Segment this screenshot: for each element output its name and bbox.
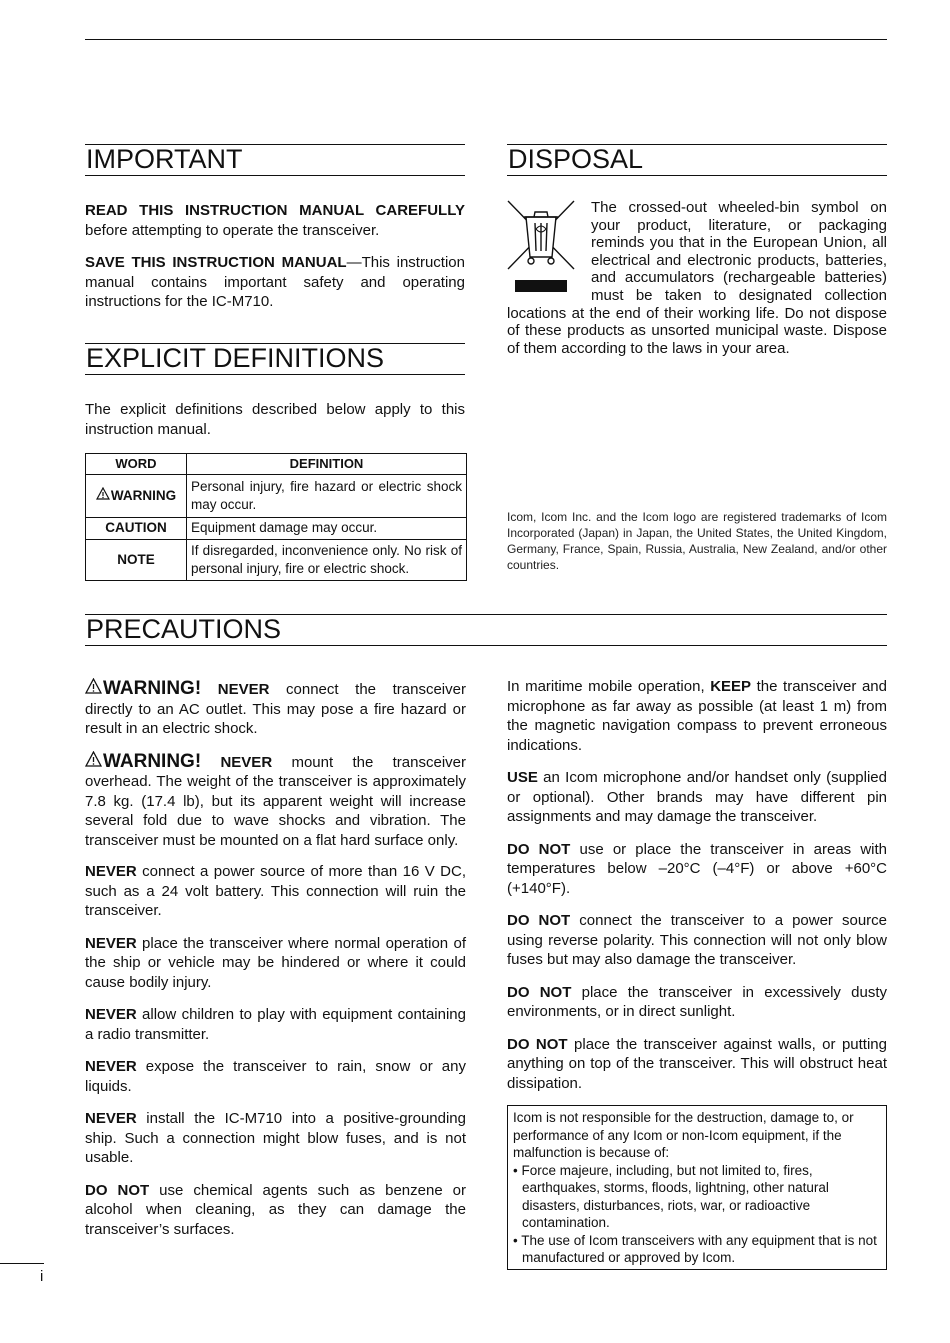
table-row bbox=[86, 517, 467, 539]
explicit-definitions-heading: EXPLICIT DEFINITIONS bbox=[85, 343, 465, 375]
precaution-text: install the IC-M710 into a positive-grounding ship. Such a connection might blow fuses, and is not usable. bbox=[85, 1110, 466, 1166]
precaution-text: the transceiver and microphone as far away as possible (at least 1 m) from the magnetic navigation compass to prevent erroneous indications. bbox=[507, 678, 887, 754]
bin-bar bbox=[515, 280, 567, 292]
caution-definition: Equipment damage may occur. bbox=[187, 517, 467, 539]
precaution-item bbox=[507, 768, 887, 827]
precaution-item bbox=[85, 1181, 466, 1240]
precaution-keyword: DO NOT bbox=[507, 840, 571, 858]
precaution-keyword: DO NOT bbox=[507, 1035, 568, 1053]
precautions-left-column bbox=[85, 678, 466, 1239]
precaution-item bbox=[507, 677, 887, 755]
precaution-keyword: DO NOT bbox=[85, 1181, 150, 1199]
important-body bbox=[85, 201, 465, 312]
precaution-keyword: NEVER bbox=[85, 934, 137, 952]
precaution-item bbox=[85, 1005, 466, 1044]
warning-definition: Personal injury, fire hazard or electric shock may occur. bbox=[187, 474, 467, 517]
disposal-text: The crossed-out wheeled-bin symbol on your product, literature, or packaging reminds you that in the European Union, all electrical and electronic products, batteries, and accumulators (rechargeable batteries) must be taken to designated collection locations at the end of their working life. Do not dispose of these products as unsorted municipal waste. Dispose of them according to the laws in your area. bbox=[507, 199, 887, 357]
read-manual-bold: READ THIS INSTRUCTION MANUAL CAREFULLY bbox=[85, 202, 465, 219]
save-manual-paragraph bbox=[85, 253, 465, 312]
note-definition: If disregarded, inconvenience only. No risk of personal injury, fire or electric shock. bbox=[187, 539, 467, 580]
disclaimer-box bbox=[507, 1105, 887, 1270]
precaution-keyword: NEVER bbox=[85, 1006, 137, 1023]
precaution-text: allow children to play with equipment containing a radio transmitter. bbox=[85, 1006, 466, 1043]
precaution-text: use chemical agents such as benzene or alcohol when cleaning, as they can damage the transceiver’s surfaces. bbox=[85, 1181, 466, 1238]
precaution-item bbox=[507, 1035, 887, 1094]
table-header-row bbox=[86, 454, 467, 475]
important-heading: IMPORTANT bbox=[85, 144, 465, 176]
caution-word: CAUTION bbox=[86, 517, 187, 539]
precaution-item bbox=[507, 911, 887, 970]
table-row bbox=[86, 539, 467, 580]
warning-label: WARNING! bbox=[103, 750, 202, 772]
precaution-item bbox=[85, 1057, 466, 1096]
precaution-keyword: NEVER bbox=[85, 1058, 137, 1075]
precaution-keyword: NEVER bbox=[85, 863, 137, 880]
precaution-text: connect the transceiver directly to an AC outlet. This may pose a fire hazard or result in an electric shock. bbox=[85, 681, 466, 737]
definition-column-header: DEFINITION bbox=[187, 454, 467, 475]
crossed-out-wheeled-bin-icon bbox=[506, 199, 576, 295]
disposal-heading: DISPOSAL bbox=[507, 144, 887, 176]
word-column-header: WORD bbox=[86, 454, 187, 475]
read-manual-text: before attempting to operate the transceiver. bbox=[85, 221, 380, 239]
top-rule bbox=[85, 39, 887, 40]
precaution-prefix: In maritime mobile operation, bbox=[507, 678, 711, 695]
precaution-text: an Icom microphone and/or handset only (supplied or optional). Other brands may have different pin assignments and may damage the transceiver. bbox=[507, 769, 887, 825]
precaution-keyword: USE bbox=[507, 769, 538, 786]
precaution-keyword: DO NOT bbox=[507, 912, 571, 929]
disclaimer-intro: Icom is not responsible for the destruction, damage to, or performance of any Icom or non-Icom equipment, if the malfunction is because of: bbox=[513, 1110, 854, 1160]
explicit-intro: The explicit definitions described below apply to this instruction manual. bbox=[85, 401, 465, 438]
precaution-item bbox=[85, 934, 466, 993]
precaution-keyword: DO NOT bbox=[507, 983, 572, 1001]
save-manual-text: —This instruction manual contains important safety and operating instructions for the IC-M710. bbox=[85, 254, 465, 310]
warning-triangle-icon bbox=[85, 751, 102, 767]
precaution-text: mount the transceiver overhead. The weight of the transceiver is approximately 7.8 kg. (17.4 lb), but its apparent weight will increase several fold due to wave shocks and vibration. The transceiver must be mounted on a flat hard surface only. bbox=[85, 753, 466, 849]
warning-label: WARNING! bbox=[103, 678, 202, 699]
precaution-item bbox=[85, 678, 466, 739]
precaution-keyword: NEVER bbox=[85, 1110, 137, 1127]
page-number-marker bbox=[0, 1263, 44, 1292]
precautions-right-column bbox=[507, 677, 887, 1093]
save-manual-bold: SAVE THIS INSTRUCTION MANUAL bbox=[85, 254, 347, 271]
precaution-keyword: NEVER bbox=[201, 753, 273, 771]
precaution-item bbox=[85, 1109, 466, 1168]
precaution-item bbox=[85, 862, 466, 921]
precautions-heading: PRECAUTIONS bbox=[85, 614, 887, 646]
warning-triangle-icon bbox=[85, 678, 102, 694]
disclaimer-list bbox=[513, 1162, 881, 1267]
table-row bbox=[86, 474, 467, 517]
list-item: • The use of Icom transceivers with any equipment that is not manufactured or approved by Icom. bbox=[513, 1232, 877, 1265]
precaution-text: place the transceiver in excessively dusty environments, or in direct sunlight. bbox=[507, 983, 887, 1020]
trademark-notice: Icom, Icom Inc. and the Icom logo are registered trademarks of Icom Incorporated (Japan) in Japan, the United States, the United Kingdom, Germany, France, Spain, Russia, Australia, New Zealand, and/or other countries. bbox=[507, 510, 887, 572]
precaution-item bbox=[85, 751, 466, 851]
precaution-text: place the transceiver where normal operation of the ship or vehicle may be hindered or where it could cause bodily injury. bbox=[85, 934, 466, 991]
warning-word: WARNING bbox=[110, 487, 177, 503]
list-item: • Force majeure, including, but not limited to, fires, earthquakes, storms, floods, lightning, other natural disasters, disturbances, riots, war, or radioactive contamination. bbox=[513, 1162, 829, 1230]
precaution-keyword: NEVER bbox=[201, 681, 270, 698]
precaution-text: place the transceiver against walls, or putting anything on top of the transceiver. This will obstruct heat dissipation. bbox=[507, 1035, 887, 1092]
precaution-text: connect a power source of more than 16 V DC, such as a 24 volt battery. This connection will ruin the transceiver. bbox=[85, 863, 466, 919]
warning-word-cell bbox=[86, 474, 187, 517]
read-manual-paragraph bbox=[85, 201, 465, 240]
note-word: NOTE bbox=[86, 539, 187, 580]
definitions-table bbox=[85, 453, 467, 581]
precaution-text: connect the transceiver to a power source using reverse polarity. This connection will not only blow fuses but may also damage the transceiver. bbox=[507, 912, 887, 968]
precaution-item bbox=[507, 840, 887, 899]
precaution-item bbox=[507, 983, 887, 1022]
page-number: i bbox=[40, 1268, 44, 1285]
precaution-text: expose the transceiver to rain, snow or any liquids. bbox=[85, 1058, 466, 1095]
precaution-keyword: KEEP bbox=[710, 678, 752, 695]
warning-triangle-icon bbox=[96, 487, 110, 500]
precaution-text: use or place the transceiver in areas with temperatures below –20°C (–4°F) or above +60°C (+140°F). bbox=[507, 840, 887, 897]
